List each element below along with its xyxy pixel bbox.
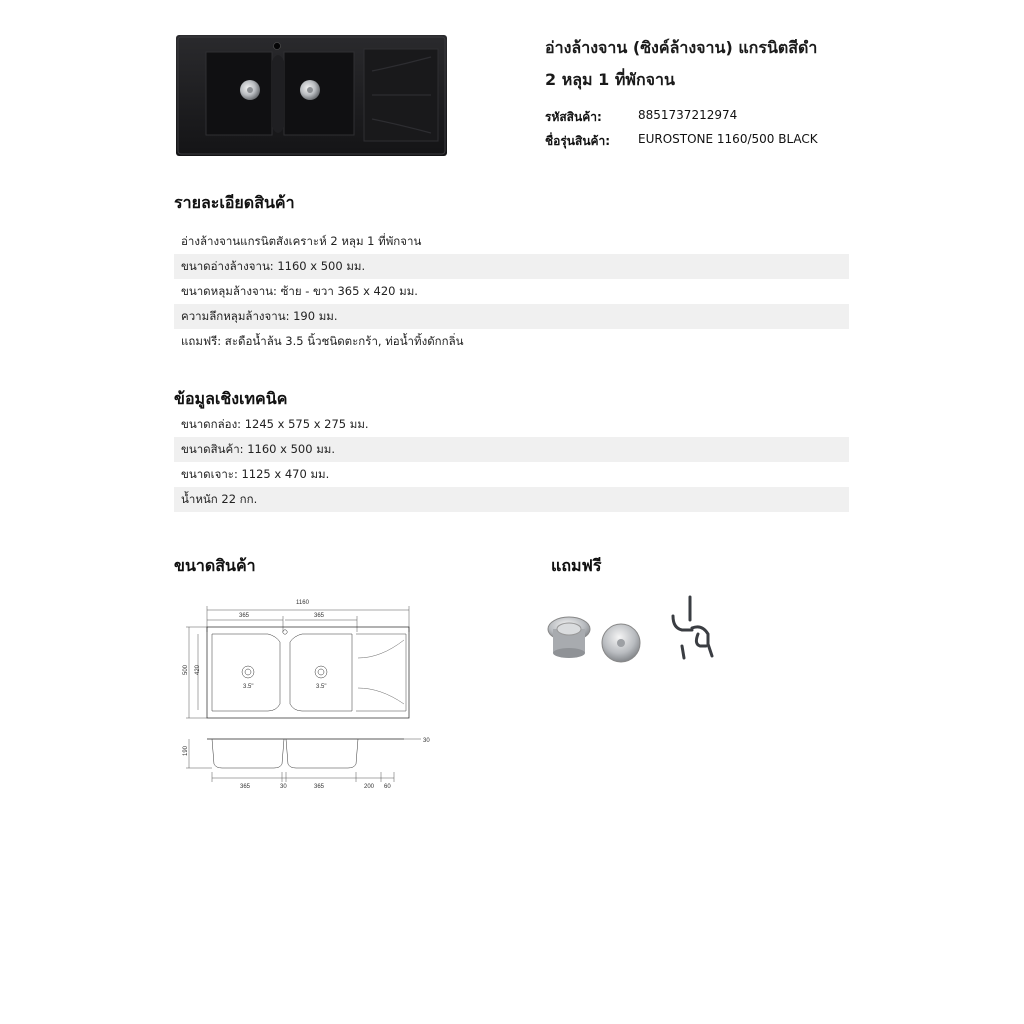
dim-rim: 30 [423, 738, 430, 744]
freebies-heading: แถมฟรี [551, 556, 602, 575]
technical-row: ขนาดเจาะ: 1125 x 470 มม. [181, 467, 330, 481]
drain-pipe-image [668, 594, 718, 662]
dim-drain-left: 3.5" [243, 684, 254, 690]
technical-row: น้ำหนัก 22 กก. [174, 487, 849, 512]
product-title-line1: อ่างล้างจาน (ซิงค์ล้างจาน) แกรนิตสีดำ [545, 38, 818, 57]
technical-table [174, 412, 849, 512]
dim-bottom-b: 30 [280, 784, 287, 790]
dim-total-width: 1160 [296, 600, 309, 606]
strainer-image [545, 613, 645, 663]
technical-row: ขนาดสินค้า: 1160 x 500 มม. [174, 437, 849, 462]
details-row: แถมฟรี: สะดือน้ำล้น 3.5 นิ้วชนิดตะกร้า, ท่อน้ำทิ้งดักกลิ่น [181, 334, 464, 348]
dim-bottom-e: 60 [384, 784, 391, 790]
dim-bottom-d: 200 [364, 784, 375, 790]
sku-value: 8851737212974 [638, 108, 738, 122]
dim-height-outer: 500 [183, 664, 189, 675]
details-row: ความลึกหลุมล้างจาน: 190 มม. [174, 304, 849, 329]
dim-bowl-left: 365 [239, 613, 250, 619]
details-row: ขนาดอ่างล้างจาน: 1160 x 500 มม. [174, 254, 849, 279]
details-row: ขนาดหลุมล้างจาน: ซ้าย - ขวา 365 x 420 มม. [181, 284, 418, 298]
details-heading: รายละเอียดสินค้า [174, 193, 295, 212]
dim-drain-right: 3.5" [316, 684, 327, 690]
dimensions-heading: ขนาดสินค้า [174, 556, 256, 575]
sku-label: รหัสสินค้า: [545, 110, 602, 124]
dim-bowl-right: 365 [314, 613, 325, 619]
dim-bottom-c: 365 [314, 784, 325, 790]
product-image [176, 35, 447, 156]
technical-row: ขนาดกล่อง: 1245 x 575 x 275 มม. [181, 417, 369, 431]
sink-photo [176, 35, 447, 156]
model-value: EUROSTONE 1160/500 BLACK [638, 132, 818, 146]
details-table [174, 229, 849, 354]
dimension-drawing [176, 592, 438, 792]
technical-heading: ข้อมูลเชิงเทคนิค [174, 389, 288, 408]
dim-bottom-a: 365 [240, 784, 251, 790]
model-label: ชื่อรุ่นสินค้า: [545, 134, 611, 148]
product-title-line2: 2 หลุม 1 ที่พักจาน [545, 70, 675, 89]
details-row: อ่างล้างจานแกรนิตสังเคราะห์ 2 หลุม 1 ที่พักจาน [181, 234, 422, 248]
dim-depth: 190 [183, 745, 189, 756]
dim-height-inner: 420 [195, 664, 201, 675]
